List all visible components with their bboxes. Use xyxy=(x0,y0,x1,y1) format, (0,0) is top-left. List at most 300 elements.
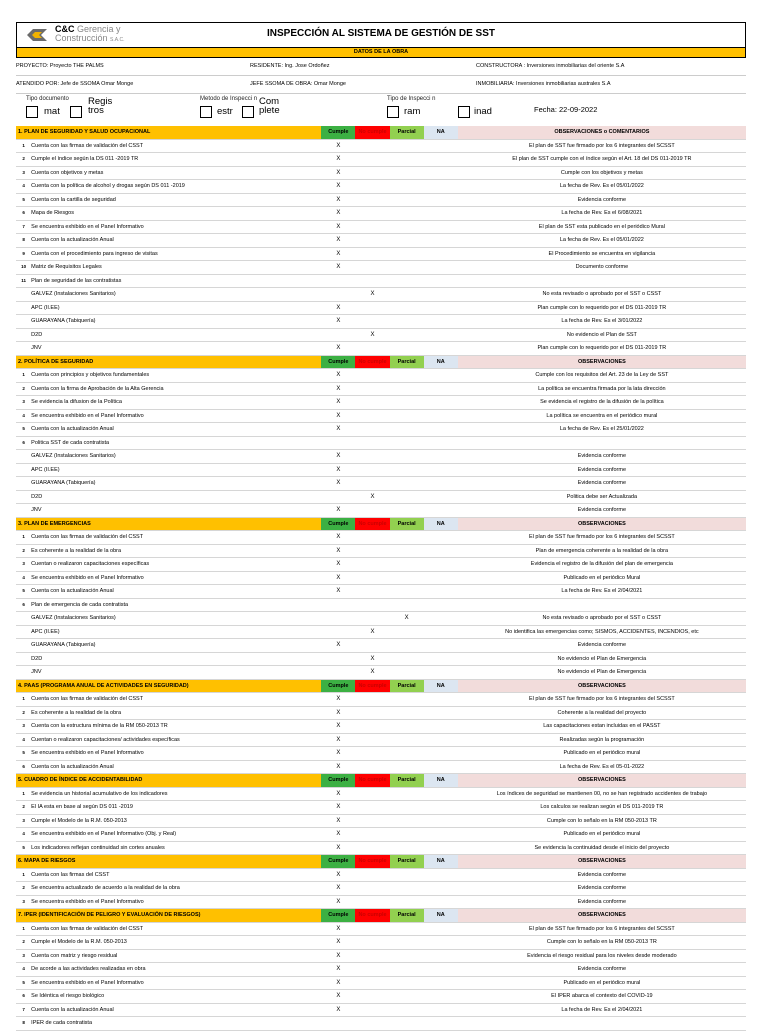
parcial-cell xyxy=(390,491,424,504)
cumple-cell xyxy=(321,288,355,301)
parcial-cell xyxy=(390,221,424,234)
table-row xyxy=(16,423,746,437)
observation: Publicado en el periódico mural xyxy=(563,979,641,986)
item-label: Cuenta con las firmas de validación del CSST xyxy=(31,925,144,932)
na-cell xyxy=(424,275,458,288)
checkbox-ram[interactable] xyxy=(387,106,399,118)
section-header xyxy=(16,680,746,694)
table-row xyxy=(16,329,746,343)
item-label: Cuenta con las firmas de validación del CSST xyxy=(31,534,144,540)
table-row xyxy=(16,1004,746,1018)
info-row-1 xyxy=(16,58,746,76)
parcial-cell xyxy=(390,329,424,342)
item-label: D2D xyxy=(31,493,43,500)
na-cell xyxy=(424,707,458,720)
section-title: 5. CUADRO DE ÍNDICE DE ACCIDENTABILIDAD xyxy=(16,774,321,787)
logo-gerencia: Gerencia y xyxy=(77,24,121,34)
header-na: NA xyxy=(424,680,458,693)
parcial-cell xyxy=(390,977,424,990)
no-cumple-cell xyxy=(355,639,389,652)
item-number: 1 xyxy=(22,925,25,931)
no-cumple-cell xyxy=(355,531,389,544)
item-number: 5 xyxy=(22,588,25,593)
table-row xyxy=(16,288,746,302)
item-label: Cuenta con matriz y riesgo residual xyxy=(31,952,118,959)
table-row xyxy=(16,788,746,802)
table-row xyxy=(16,761,746,775)
na-cell xyxy=(424,990,458,1003)
parcial-cell xyxy=(390,275,424,288)
observation: La fecha de Rev. Es el 2/04/2021 xyxy=(561,588,643,594)
item-label: GALVEZ (Instalaciones Sanitarios) xyxy=(31,291,116,297)
na-cell xyxy=(424,720,458,733)
observation: Documento conforme xyxy=(575,264,629,270)
cumple-cell: X xyxy=(336,763,341,770)
parcial-cell xyxy=(390,410,424,423)
observation: El plan de SST fue firmado por los 6 integrantes del SCSST xyxy=(529,696,675,702)
table-row xyxy=(16,882,746,896)
item-number: 6 xyxy=(22,993,25,998)
header-no-cumple: No cumple xyxy=(355,518,389,531)
no-cumple-cell xyxy=(355,504,389,517)
item-number: 1 xyxy=(22,372,25,377)
cumple-cell: X xyxy=(336,885,341,891)
cumple-cell: X xyxy=(336,210,341,216)
cumple-cell: X xyxy=(336,304,341,311)
parcial-cell xyxy=(390,396,424,409)
cumple-cell xyxy=(321,612,355,625)
parcial-cell xyxy=(390,504,424,517)
item-label: Mapa de Riesgos xyxy=(31,210,74,216)
header-parcial: Parcial xyxy=(390,909,424,922)
no-cumple-cell xyxy=(355,234,389,247)
metodo-label: Metodo de Inspecci n xyxy=(200,96,258,102)
table-row xyxy=(16,342,746,356)
item-label: GALVEZ (Instalaciones Sanitarios) xyxy=(31,615,116,621)
na-cell xyxy=(424,167,458,180)
cumple-cell: X xyxy=(336,750,341,756)
item-number: 3 xyxy=(22,898,25,904)
parcial-cell xyxy=(390,599,424,612)
item-label: JNV xyxy=(31,669,42,675)
item-label: Cuenta con objetivos y metas xyxy=(31,169,104,176)
header-observaciones: OBSERVACIONES xyxy=(458,680,746,693)
no-cumple-cell xyxy=(355,315,389,328)
cumple-cell: X xyxy=(336,142,341,149)
observation: Evidencia conforme xyxy=(577,466,627,473)
na-cell xyxy=(424,923,458,936)
option-registros xyxy=(88,97,112,115)
parcial-cell xyxy=(390,180,424,193)
table-row xyxy=(16,167,746,181)
cumple-cell: X xyxy=(336,898,341,905)
cumple-cell: X xyxy=(336,534,341,540)
table-row xyxy=(16,666,746,680)
na-cell xyxy=(424,558,458,571)
cumple-cell: X xyxy=(336,939,341,945)
parcial-cell xyxy=(390,423,424,436)
parcial-cell xyxy=(390,437,424,450)
observation: La fecha de Rev. Es el 2/04/2021 xyxy=(561,1006,643,1013)
no-cumple-cell xyxy=(355,882,389,895)
item-label: JNV xyxy=(31,507,42,513)
table-row xyxy=(16,936,746,950)
item-label: Cuenta con principios y objetivos fundamentales xyxy=(31,372,150,378)
observation: Evidencia conforme xyxy=(577,966,627,972)
cumple-cell: X xyxy=(336,723,341,729)
option-plete: plete xyxy=(259,105,280,116)
section-header xyxy=(16,126,746,140)
na-cell xyxy=(424,464,458,477)
no-cumple-cell xyxy=(355,342,389,355)
table-row xyxy=(16,248,746,262)
item-label: APC (II.EE) xyxy=(31,304,60,311)
header-na: NA xyxy=(424,356,458,369)
item-label: Cumple el Modelo de la R.M. 050-2013 xyxy=(31,939,127,945)
item-number: 5 xyxy=(22,750,25,755)
item-label: Cumple el Modelo de la R.M. 050-2013 xyxy=(31,817,127,824)
item-number: 1 xyxy=(22,534,25,539)
cumple-cell: X xyxy=(336,966,341,972)
na-cell xyxy=(424,423,458,436)
observation: La fecha de Rev. Es el 05-01-2022 xyxy=(559,763,645,770)
info-jefe-ssoma: JEFE SSOMA DE OBRA: Omar Monge xyxy=(250,81,346,87)
parcial-cell xyxy=(390,153,424,166)
item-label: Plan de emergencia de cada contratista xyxy=(31,601,129,608)
parcial-cell xyxy=(390,140,424,153)
na-cell xyxy=(424,612,458,625)
observation: El plan de SST fue firmado por los 6 integrantes del SCSST xyxy=(529,534,675,540)
item-label: GUARAYANA (Tabiquería) xyxy=(31,642,96,648)
parcial-cell xyxy=(390,248,424,261)
na-cell xyxy=(424,572,458,585)
cumple-cell: X xyxy=(336,736,341,743)
no-cumple-cell xyxy=(355,423,389,436)
item-label: GALVEZ (Instalaciones Sanitarios) xyxy=(31,453,116,459)
item-label: Es coherente a la realidad de la obra xyxy=(31,709,122,716)
parcial-cell xyxy=(390,450,424,463)
na-cell xyxy=(424,383,458,396)
header-observaciones: OBSERVACIONES xyxy=(458,855,746,868)
na-cell xyxy=(424,761,458,774)
table-row xyxy=(16,410,746,424)
parcial-cell xyxy=(390,207,424,220)
cumple-cell: X xyxy=(336,561,341,567)
no-cumple-cell xyxy=(355,977,389,990)
item-label: Cuenta con la actualización Anual xyxy=(31,237,114,243)
item-label: Se encuentra exhibido en el Panel Informativo xyxy=(31,898,144,905)
observation: Cumple con lo señalo en la RM 050-2013 TR xyxy=(546,817,657,824)
tipos-section xyxy=(16,94,746,126)
logo-construccion: Construcción xyxy=(55,33,108,43)
item-label: Se encuentra exhibido en el Panel Informativo xyxy=(31,223,144,230)
parcial-cell xyxy=(390,923,424,936)
table-row xyxy=(16,801,746,815)
parcial-cell xyxy=(390,896,424,909)
no-cumple-cell xyxy=(355,477,389,490)
parcial-cell xyxy=(390,369,424,382)
na-cell xyxy=(424,491,458,504)
option-completo xyxy=(259,97,280,115)
item-number xyxy=(16,342,31,355)
logo-brand: C&C xyxy=(55,24,75,34)
item-number: 8 xyxy=(22,1020,25,1025)
parcial-cell xyxy=(390,342,424,355)
item-number: 1 xyxy=(22,142,25,148)
item-label: Politica SST de cada contratista xyxy=(31,439,110,446)
checkbox-registros[interactable] xyxy=(70,106,82,118)
no-cumple-cell: X xyxy=(370,291,375,297)
na-cell xyxy=(424,896,458,909)
item-number xyxy=(16,288,31,301)
section-title: 3. PLAN DE EMERGENCIAS xyxy=(16,518,321,531)
no-cumple-cell xyxy=(355,437,389,450)
cumple-cell: X xyxy=(336,831,341,837)
observation: Evidencia conforme xyxy=(577,480,627,486)
cumple-cell: X xyxy=(336,696,341,702)
item-number: 7 xyxy=(22,223,25,229)
no-cumple-cell xyxy=(355,612,389,625)
option-estr: estr xyxy=(217,106,233,117)
no-cumple-cell xyxy=(355,248,389,261)
table-row xyxy=(16,653,746,667)
observation: No evidencio el Plan de SST xyxy=(566,331,637,338)
no-cumple-cell xyxy=(355,302,389,315)
observation xyxy=(458,437,746,450)
observation: Publicado en el periódico Mural xyxy=(563,574,641,581)
no-cumple-cell xyxy=(355,572,389,585)
info-row-2 xyxy=(16,76,746,94)
item-number xyxy=(16,666,31,679)
table-row xyxy=(16,923,746,937)
item-label: D2D xyxy=(31,655,43,662)
item-label: Cuentan o realizaron capacitaciones/ actividades específicas xyxy=(31,736,180,743)
info-atendido: ATENDIDO POR: Jefe de SSOMA Omar Monge xyxy=(16,81,134,87)
section-title: 2. POLÍTICA DE SEGURIDAD xyxy=(16,356,321,369)
table-row xyxy=(16,585,746,599)
observation: El IPER abarca el contexto del COVID-19 xyxy=(551,993,653,999)
cumple-cell: X xyxy=(336,642,341,648)
table-row xyxy=(16,153,746,167)
item-label: Se encuentra exhibido en el Panel Informativo xyxy=(31,574,144,581)
na-cell xyxy=(424,869,458,882)
na-cell xyxy=(424,882,458,895)
na-cell xyxy=(424,828,458,841)
checkbox-mat[interactable] xyxy=(26,106,38,118)
no-cumple-cell xyxy=(355,990,389,1003)
item-number xyxy=(16,504,31,517)
observation: La fecha de Rev. Es el 05/01/2022 xyxy=(559,183,644,189)
cumple-cell: X xyxy=(336,318,341,324)
header-cumple: Cumple xyxy=(321,356,355,369)
item-label: Se evidencia un historial acumulativo de los indicadores xyxy=(31,790,168,797)
parcial-cell xyxy=(390,707,424,720)
no-cumple-cell: X xyxy=(370,331,375,338)
parcial-cell xyxy=(390,720,424,733)
no-cumple-cell xyxy=(355,869,389,882)
parcial-cell xyxy=(390,869,424,882)
table-row xyxy=(16,558,746,572)
cumple-cell: X xyxy=(336,547,341,554)
item-number: 5 xyxy=(22,426,25,431)
no-cumple-cell xyxy=(355,720,389,733)
parcial-cell xyxy=(390,788,424,801)
item-label: Se encuentra exhibido en el Panel Informativo (Obj. y Real) xyxy=(31,831,177,837)
header-observaciones: OBSERVACIONES xyxy=(458,774,746,787)
item-number xyxy=(16,477,31,490)
item-label: Se encuentra exhibido en el Panel Informativo xyxy=(31,750,144,756)
item-label: Cuenta con las firmas de validación del CSST xyxy=(31,142,144,149)
cumple-cell: X xyxy=(336,709,341,716)
item-number: 2 xyxy=(22,939,25,944)
item-label: JNV xyxy=(31,345,42,351)
no-cumple-cell xyxy=(355,828,389,841)
parcial-cell xyxy=(390,531,424,544)
na-cell xyxy=(424,936,458,949)
item-number xyxy=(16,315,31,328)
na-cell xyxy=(424,248,458,261)
table-row xyxy=(16,545,746,559)
checkbox-estr[interactable] xyxy=(200,106,212,118)
header-cumple: Cumple xyxy=(321,126,355,139)
cumple-cell: X xyxy=(336,399,341,405)
na-cell xyxy=(424,693,458,706)
na-cell xyxy=(424,801,458,814)
fecha: Fecha: 22-09-2022 xyxy=(534,105,598,114)
table-row xyxy=(16,950,746,964)
item-label: Cuenta con el procedimiento para ingreso de visitas xyxy=(31,250,158,257)
parcial-cell xyxy=(390,653,424,666)
cumple-cell: X xyxy=(336,804,341,810)
na-cell xyxy=(424,626,458,639)
no-cumple-cell xyxy=(355,464,389,477)
info-proyecto: PROYECTO: Proyecto THE PALMS xyxy=(16,63,104,69)
page-title: INSPECCIÓN AL SISTEMA DE GESTIÓN DE SST xyxy=(267,28,495,39)
item-number xyxy=(16,450,31,463)
table-row xyxy=(16,450,746,464)
cumple-cell xyxy=(321,653,355,666)
table-row xyxy=(16,180,746,194)
header-no-cumple: No cumple xyxy=(355,855,389,868)
cumple-cell: X xyxy=(336,844,341,851)
item-label: Cumple el índice según la DS 011 -2019 TR xyxy=(31,156,139,162)
item-label: Se encuentra actualizado de acuerdo a la realidad de la obra xyxy=(31,885,180,891)
parcial-cell xyxy=(390,194,424,207)
header-parcial: Parcial xyxy=(390,518,424,531)
no-cumple-cell xyxy=(355,167,389,180)
no-cumple-cell xyxy=(355,599,389,612)
item-label: Es coherente a la realidad de la obra xyxy=(31,547,122,554)
item-number: 1 xyxy=(22,696,25,701)
item-label: Cuenta con la actualización Anual xyxy=(31,763,114,770)
cumple-cell: X xyxy=(336,993,341,999)
parcial-cell xyxy=(390,936,424,949)
no-cumple-cell xyxy=(355,936,389,949)
item-label: Cuenta con la cartilla de seguridad xyxy=(31,196,116,203)
item-label: Plan de seguridad de las contratistas xyxy=(31,277,122,284)
no-cumple-cell xyxy=(355,180,389,193)
table-row xyxy=(16,221,746,235)
item-number: 4 xyxy=(22,966,25,971)
cumple-cell: X xyxy=(336,264,341,270)
parcial-cell xyxy=(390,990,424,1003)
checkbox-inad[interactable] xyxy=(458,106,470,118)
cumple-cell: X xyxy=(336,385,341,392)
item-label: Cuenta con la actualización Anual xyxy=(31,588,114,594)
item-label: Se encuentra exhibido en el Panel Informativo xyxy=(31,979,144,986)
observation: Se evidencia el registro de la difusión de la política xyxy=(540,399,664,405)
parcial-cell xyxy=(390,747,424,760)
table-row xyxy=(16,207,746,221)
observation: No identifica las emergencias como; SISMOS, ACCIDENTES, INCENDIOS, etc xyxy=(505,628,699,635)
cumple-cell: X xyxy=(336,952,341,959)
na-cell xyxy=(424,180,458,193)
no-cumple-cell xyxy=(355,707,389,720)
cumple-cell xyxy=(321,491,355,504)
parcial-cell xyxy=(390,815,424,828)
cumple-cell xyxy=(321,1017,355,1030)
parcial-cell xyxy=(390,842,424,855)
header-observaciones: OBSERVACIONES xyxy=(458,356,746,369)
observation xyxy=(458,275,746,288)
item-label: GUARAYANA (Tabiquería) xyxy=(31,318,96,324)
parcial-cell xyxy=(390,828,424,841)
na-cell xyxy=(424,815,458,828)
na-cell xyxy=(424,437,458,450)
no-cumple-cell xyxy=(355,896,389,909)
observation: Se evidencia la continuidad desde el inicio del proyecto xyxy=(534,844,670,851)
parcial-cell xyxy=(390,545,424,558)
item-label: Cuenta con la firma de Aprobación de la Alta Gerencia xyxy=(31,385,164,392)
item-number: 6 xyxy=(22,210,25,215)
checkbox-completo[interactable] xyxy=(242,106,254,118)
info-residente: RESIDENTE: Ing. Jose Ordoñez xyxy=(250,63,330,69)
na-cell xyxy=(424,288,458,301)
item-label: Cuenta con las firmas del CSST xyxy=(31,871,110,878)
info-inmobiliaria: INMOBILIARIA: Inversiones inmobiliarias australes S.A xyxy=(476,81,611,87)
header-no-cumple: No cumple xyxy=(355,126,389,139)
table-row xyxy=(16,747,746,761)
na-cell xyxy=(424,666,458,679)
header-cumple: Cumple xyxy=(321,680,355,693)
table-row xyxy=(16,896,746,910)
na-cell xyxy=(424,531,458,544)
cumple-cell: X xyxy=(336,345,341,351)
item-number: 5 xyxy=(22,979,25,985)
no-cumple-cell xyxy=(355,450,389,463)
parcial-cell xyxy=(390,626,424,639)
no-cumple-cell xyxy=(355,693,389,706)
table-row xyxy=(16,977,746,991)
section-title: 1. PLAN DE SEGURIDAD Y SALUD OCUPACIONAL xyxy=(16,126,321,139)
parcial-cell xyxy=(390,693,424,706)
item-number: 6 xyxy=(22,601,25,607)
no-cumple-cell xyxy=(355,558,389,571)
item-number: 7 xyxy=(22,1006,25,1012)
observation: Evidencia conforme xyxy=(577,642,627,648)
observation: Los calculos se realizan según el DS 011-2019 TR xyxy=(540,804,664,810)
table-row xyxy=(16,464,746,478)
tipo-inspeccion-label: Tipo de Inspecci n xyxy=(387,96,436,102)
na-cell xyxy=(424,963,458,976)
option-com: Com xyxy=(259,96,280,107)
na-cell xyxy=(424,315,458,328)
item-number: 5 xyxy=(22,196,25,202)
header-observaciones: OBSERVACIONES xyxy=(458,909,746,922)
no-cumple-cell xyxy=(355,140,389,153)
observation: Evidencia conforme xyxy=(577,507,627,513)
observation: Plan de emergencia coherente a la realidad de la obra xyxy=(535,547,669,554)
